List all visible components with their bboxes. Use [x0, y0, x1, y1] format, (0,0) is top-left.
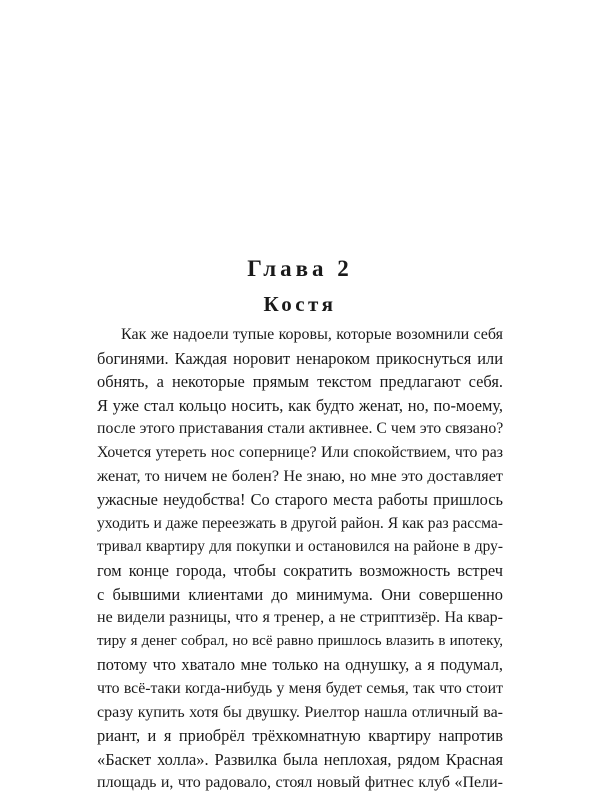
text-line: тиру я денег собрал, но всё равно пришлось влазить в ипотеку,: [97, 632, 503, 649]
text-line: тривал квартиру для покупки и остановился на районе в дру-: [97, 538, 503, 556]
text-line: риант, и я приобрёл трёхкомнатную квартиру напротив: [97, 726, 503, 746]
text-line: Я уже стал кольцо носить, как будто женат, но, по-моему,: [97, 395, 503, 415]
text-line: обнять, а некоторые прямым текстом предлагают себя.: [97, 372, 503, 392]
chapter-title: Костя: [263, 292, 337, 316]
body-text: [97, 323, 503, 795]
text-line: Хочется утереть нос сопернице? Или спокойствием, что раз: [97, 443, 503, 461]
text-line: не видели разницы, что я тренер, а не стриптизёр. На квар-: [97, 609, 503, 627]
text-line: женат, то ничем не болен? Не знаю, но мне это доставляет: [97, 466, 503, 485]
text-line: после этого приставания стали активнее. С чем это связано?: [97, 420, 504, 438]
text-line: богинями. Каждая норовит ненароком прикоснуться или: [97, 348, 503, 368]
text-line: сразу купить хотя бы двушку. Риелтор нашла отличный ва-: [97, 703, 503, 721]
text-line: что всё-таки когда-нибудь у меня будет семья, так что стоит: [97, 679, 503, 697]
text-line: гом конце города, чтобы сократить возможность встреч: [97, 560, 503, 580]
text-line: с бывшими клиентами до минимума. Они совершенно: [97, 584, 503, 604]
text-line: «Баскет холла». Развилка была неплохая, рядом Красная: [97, 749, 503, 769]
text-line: уходить и даже переезжать в другой район. Я как раз рассма-: [97, 514, 503, 532]
chapter-heading: Глава 2: [247, 256, 353, 281]
text-line: ужасные неудобства! Со старого места работы пришлось: [97, 490, 503, 510]
text-line: Как же надоели тупые коровы, которые возомнили себя: [121, 326, 503, 343]
text-line: площадь и, что радовало, стоял новый фитнес клуб «Пели-: [97, 774, 503, 792]
text-line: потому что хватало мне только на однушку, а я подумал,: [97, 655, 503, 675]
